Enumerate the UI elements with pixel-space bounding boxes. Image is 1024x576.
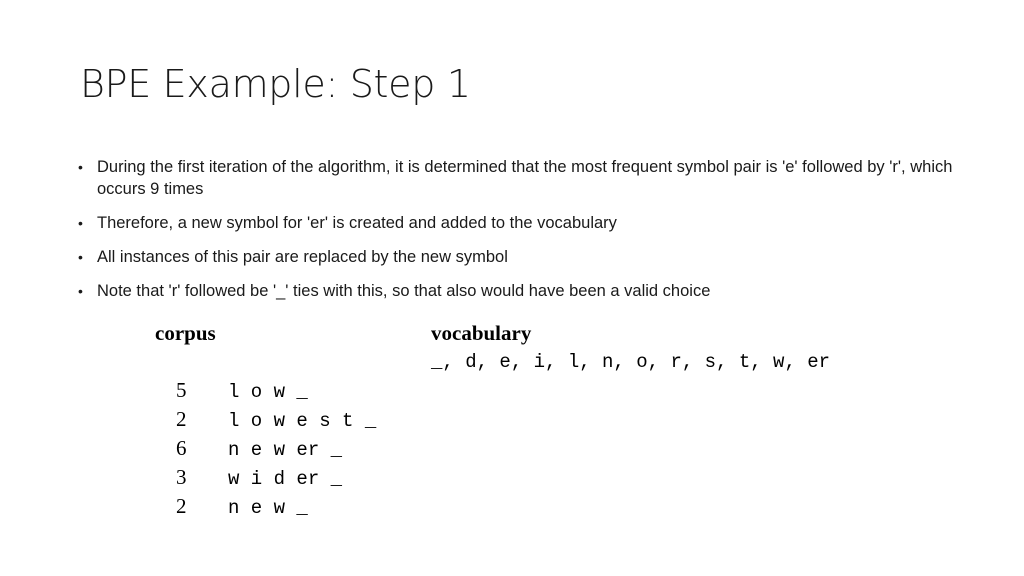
vocabulary-list: _, d, e, i, l, n, o, r, s, t, w, er <box>431 351 831 373</box>
bullet-text: All instances of this pair are replaced by the new symbol <box>97 248 508 266</box>
bullet-text: Note that 'r' followed be '_' ties with this, so that also would have been a valid choice <box>97 282 711 300</box>
vocabulary-header: vocabulary <box>431 321 532 345</box>
bullet-list <box>76 156 956 314</box>
corpus-count: 2 <box>176 407 187 431</box>
bullet-item <box>76 212 956 234</box>
bullet-dot-icon: • <box>78 215 83 231</box>
bullet-text: During the first iteration of the algorithm, it is determined that the most frequent symbol pair is 'e' followed by 'r', which occurs 9 times <box>97 158 953 198</box>
bullet-item <box>76 280 956 302</box>
corpus-word: n e w _ <box>228 497 308 519</box>
bullet-text: Therefore, a new symbol for 'er' is created and added to the vocabulary <box>97 214 617 232</box>
bullet-item <box>76 156 956 200</box>
bullet-dot-icon: • <box>78 159 83 175</box>
corpus-count: 2 <box>176 494 187 518</box>
corpus-count: 5 <box>176 378 187 402</box>
corpus-row <box>155 464 308 550</box>
corpus-header: corpus <box>155 321 216 345</box>
bullet-item <box>76 246 956 268</box>
corpus-word: w i d er _ <box>228 468 343 490</box>
corpus-word: l o w _ <box>228 381 308 403</box>
slide-title: BPE Example: Step 1 <box>80 62 471 106</box>
corpus-word: n e w er _ <box>228 439 343 461</box>
corpus-word: l o w e s t _ <box>228 410 377 432</box>
corpus-count: 3 <box>176 465 187 489</box>
corpus-count: 6 <box>176 436 187 460</box>
bullet-dot-icon: • <box>78 283 83 299</box>
bullet-dot-icon: • <box>78 249 83 265</box>
